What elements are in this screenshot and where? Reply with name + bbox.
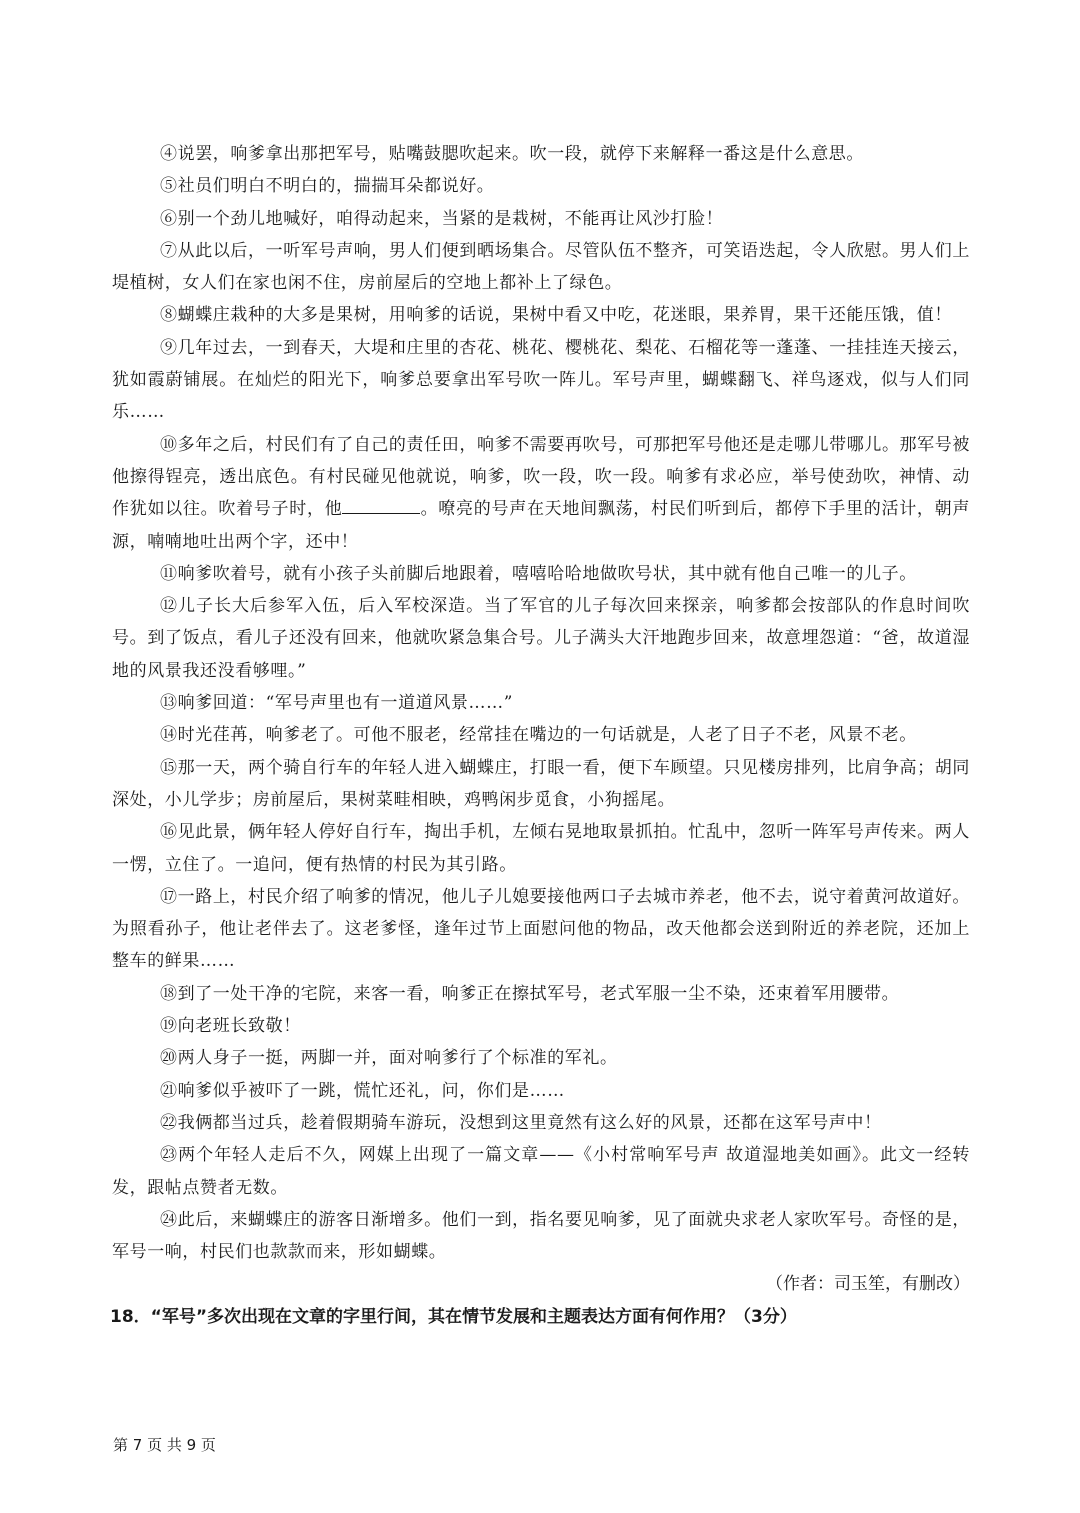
paragraph-12: ⑫儿子长大后参军入伍，后入军校深造。当了军官的儿子每次回来探亲，响爹都会按部队的作息时间吹号。到了饭点，看儿子还没有回来，他就吹紧急集合号。儿子满头大汗地跑步回来，故意埋怨道：“爸，故道湿地的风景我还没看够哩。” (112, 596, 970, 681)
paragraph-8: ⑧蝴蝶庄栽种的大多是果树，用响爹的话说，果树中看又中吃，花迷眼，果养胃，果干还能压饿，值！ (160, 305, 952, 326)
paragraph-5: ⑤社员们明白不明白的，揣揣耳朵都说好。 (160, 176, 495, 197)
document-page (112, 138, 970, 1334)
paragraph-23: ㉓两个年轻人走后不久，网媒上出现了一篇文章——《小村常响军号声 故道湿地美如画》。此文一经转发，跟帖点赞者无数。 (112, 1145, 970, 1198)
paragraph-14: ⑭时光荏苒，响爹老了。可他不服老，经常挂在嘴边的一句话就是，人老了日子不老，风景不老。 (160, 725, 917, 746)
paragraph-16: ⑯见此景，俩年轻人停好自行车，掏出手机，左倾右晃地取景抓拍。忙乱中，忽听一阵军号声传来。两人一愣，立住了。一追问，便有热情的村民为其引路。 (112, 822, 970, 875)
paragraph-20: ⑳两人身子一挺，两脚一并，面对响爹行了个标准的军礼。 (160, 1048, 618, 1069)
paragraph-13: ⑬响爹回道：“军号声里也有一道道风景……” (160, 693, 513, 714)
paragraph-19: ⑲向老班长致敬！ (160, 1016, 301, 1037)
paragraph-15: ⑮那一天，两个骑自行车的年轻人进入蝴蝶庄，打眼一看，便下车顾望。只见楼房排列，比肩争高；胡同深处，小儿学步；房前屋后，果树菜畦相映，鸡鸭闲步觅食，小狗摇尾。 (112, 757, 970, 810)
paragraph-22: ㉒我俩都当过兵，趁着假期骑车游玩，没想到这里竟然有这么好的风景，还都在这军号声中！ (160, 1112, 882, 1133)
paragraph-10-before-blank: ⑩多年之后，村民们有了自己的责任田，响爹不需要再吹号，可那把军号他还是走哪儿带哪儿。那军号被他擦得锃亮，透出底色。有村民碰见他就说，响爹，吹一段，吹一段。响爹有求必应，举号使劲吹，神情、动作犹如以往。吹着号子时，他 (112, 434, 970, 520)
paragraph-10-after-blank: 。嘹亮的号声在天地间飘荡，村民们听到后，都停下手里的活计，朝声源，喃喃地吐出两个字，还中！ (112, 499, 970, 552)
paragraph-17: ⑰一路上，村民介绍了响爹的情况，他儿子儿媳要接他两口子去城市养老，他不去，说守着黄河故道好。为照看孙子，他让老伴去了。这老爹怪，逢年过节上面慰问他的物品，改天他都会送到附近的养老院，还加上整车的鲜果…… (112, 886, 970, 972)
paragraph-24: ㉔此后，来蝴蝶庄的游客日渐增多。他们一到，指名要见响爹，见了面就央求老人家吹军号。奇怪的是，军号一响，村民们也款款而来，形如蝴蝶。 (112, 1209, 970, 1263)
paragraph-4: ④说罢，响爹拿出那把军号，贴嘴鼓腮吹起来。吹一段，就停下来解释一番这是什么意思。 (160, 144, 864, 164)
paragraph-7: ⑦从此以后，一听军号声响，男人们便到晒场集合。尽管队伍不整齐，可笑语迭起，令人欣慰。男人们上堤植树，女人们在家也闲不住，房前屋后的空地上都补上了绿色。 (112, 240, 970, 294)
paragraph-6: ⑥别一个劲儿地喊好，咱得动起来，当紧的是栽树，不能再让风沙打脸！ (160, 208, 724, 229)
fill-in-blank (342, 495, 420, 514)
paragraph-9: ⑨几年过去，一到春天，大堤和庄里的杏花、桃花、樱桃花、梨花、石榴花等一蓬蓬、一挂挂连天接云，犹如霞蔚铺展。在灿烂的阳光下，响爹总要拿出军号吹一阵儿。军号声里，蝴蝶翻飞、祥鸟逐戏，似与人们同乐…… (112, 337, 970, 423)
paragraph-21: ㉑响爹似乎被吓了一跳，慌忙还礼，问，你们是…… (160, 1080, 565, 1101)
author-attribution: （作者：司玉笙，有删改） (766, 1274, 970, 1295)
question-18: 18．“军号”多次出现在文章的字里行间，其在情节发展和主题表达方面有何作用？（3分） (110, 1307, 797, 1328)
paragraph-11: ⑪响爹吹着号，就有小孩子头前脚后地跟着，嘻嘻哈哈地做吹号状，其中就有他自己唯一的儿子。 (160, 563, 917, 584)
page-footer: 第 7 页 共 9 页 (113, 1436, 216, 1454)
paragraph-10 (112, 429, 970, 558)
paragraph-18: ⑱到了一处干净的宅院，来客一看，响爹正在擦拭军号，老式军服一尘不染，还束着军用腰带。 (160, 983, 900, 1004)
